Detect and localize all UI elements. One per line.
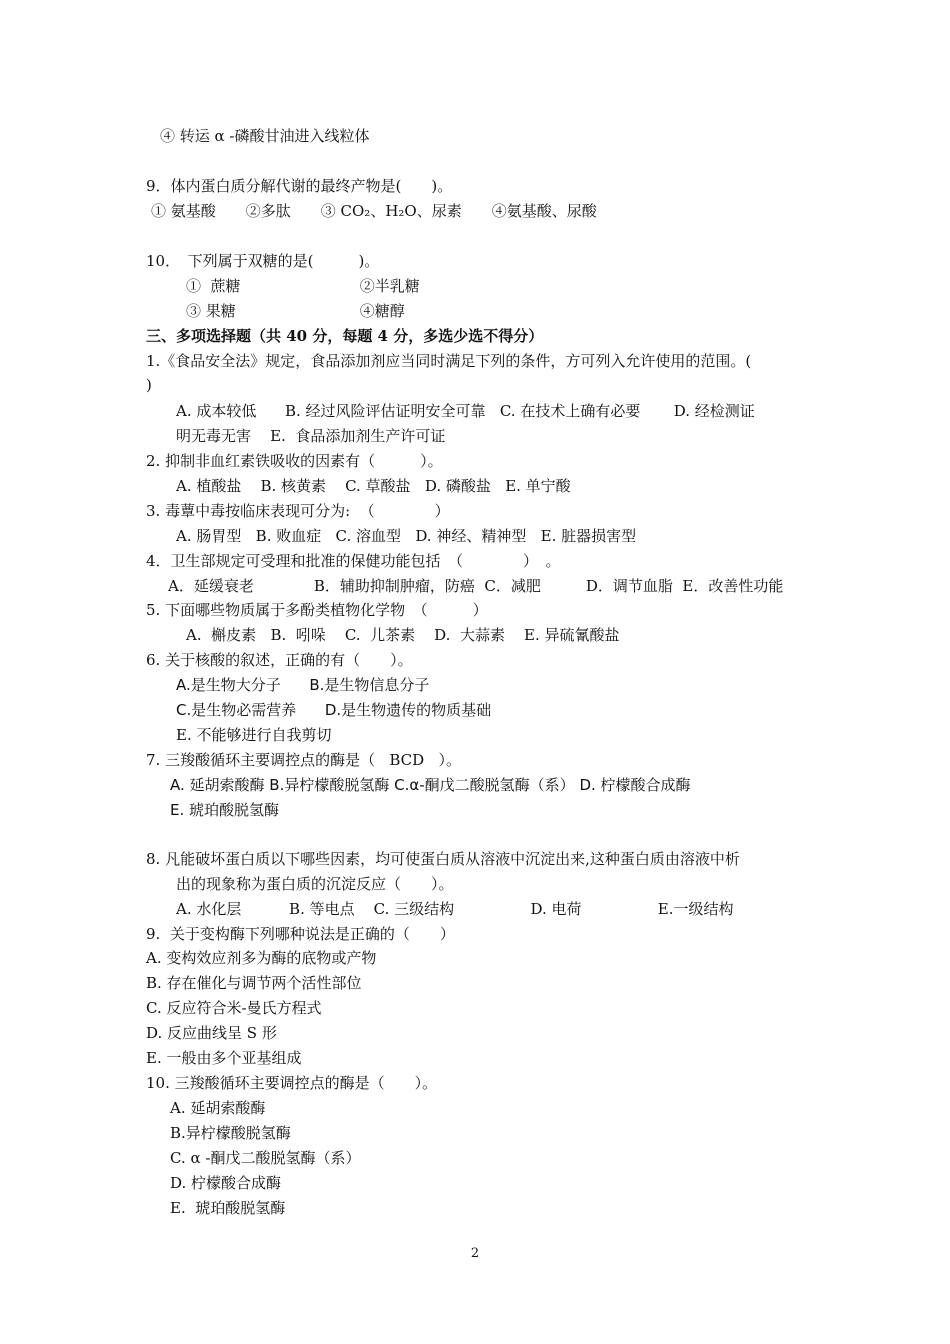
mc5-question: 5. 下面哪些物质属于多酚类植物化学物 （ ） <box>146 601 488 619</box>
mc9-option-c: C. 反应符合米-曼氏方程式 <box>146 999 322 1017</box>
mc7-options-row-2: E. 琥珀酸脱氢酶 <box>170 801 280 819</box>
q10-single-choice-question: 10． 下列属于双糖的是( )。 <box>146 252 380 270</box>
mc9-option-b: B. 存在催化与调节两个活性部位 <box>146 974 362 992</box>
mc10-option-e: E. 琥珀酸脱氢酶 <box>170 1199 286 1217</box>
mc9-option-e: E. 一般由多个亚基组成 <box>146 1049 302 1067</box>
mc7-question: 7. 三羧酸循环主要调控点的酶是（ BCD ）。 <box>146 751 461 769</box>
mc10-option-b: B.异柠檬酸脱氢酶 <box>170 1124 291 1142</box>
mc10-question: 10. 三羧酸循环主要调控点的酶是（ ）。 <box>146 1074 438 1092</box>
mc3-options: A. 肠胃型 B. 败血症 C. 溶血型 D. 神经、精神型 E. 脏器损害型 <box>176 527 637 545</box>
q9-single-choice-question: 9．体内蛋白质分解代谢的最终产物是( )。 <box>146 177 453 195</box>
mc6-options-row-1: A.是生物大分子 B.是生物信息分子 <box>176 676 430 694</box>
section-heading-multiple-choice: 三、多项选择题（共 40 分，每题 4 分，多选少选不得分） <box>146 327 544 345</box>
q8-option-4: ④ 转运 α -磷酸甘油进入线粒体 <box>160 127 370 145</box>
mc6-options-row-3: E. 不能够进行自我剪切 <box>176 726 332 744</box>
mc8-options: A. 水化层 B. 等电点 C. 三级结构 D. 电荷 E.一级结构 <box>176 900 734 918</box>
mc9-option-d: D. 反应曲线呈 S 形 <box>146 1024 277 1042</box>
mc9-option-a: A. 变构效应剂多为酶的底物或产物 <box>146 949 377 967</box>
mc7-options-row-1: A. 延胡索酸酶 B.异柠檬酸脱氢酶 C.α-酮戊二酸脱氢酶（系） D. 柠檬酸合成酶 <box>170 776 691 794</box>
q10-options-row-1: ① 蔗糖 ②半乳糖 <box>186 277 420 295</box>
mc4-question: 4．卫生部规定可受理和批准的保健功能包括 （ ） 。 <box>146 552 561 570</box>
mc1-question-continued: ) <box>146 376 152 394</box>
mc9-question: 9. 关于变构酶下列哪种说法是正确的（ ） <box>146 925 455 943</box>
mc10-option-d: D. 柠檬酸合成酶 <box>170 1174 282 1192</box>
mc10-option-a: A. 延胡索酸酶 <box>170 1099 266 1117</box>
mc5-options: A. 槲皮素 B. 吲哚 C. 儿茶素 D. 大蒜素 E. 异硫氰酸盐 <box>186 626 620 644</box>
mc3-question: 3. 毒蕈中毒按临床表现可分为: （ ） <box>146 502 450 520</box>
q10-options-row-2: ③ 果糖 ④糖醇 <box>186 302 405 320</box>
mc10-option-c: C. α -酮戊二酸脱氢酶（系） <box>170 1149 361 1167</box>
mc1-question: 1.《食品安全法》规定，食品添加剂应当同时满足下列的条件，方可列入允许使用的范围。( <box>146 352 752 370</box>
mc1-options-row-2: 明无毒无害 E. 食品添加剂生产许可证 <box>176 427 446 445</box>
mc8-question: 8. 凡能破坏蛋白质以下哪些因素，均可使蛋白质从溶液中沉淀出来,这种蛋白质由溶液中析 <box>146 850 740 868</box>
mc2-options: A. 植酸盐 B. 核黄素 C. 草酸盐 D. 磷酸盐 E. 单宁酸 <box>176 477 571 495</box>
mc1-options-row-1: A. 成本较低 B. 经过风险评估证明安全可靠 C. 在技术上确有必要 D. 经检测证 <box>176 402 755 420</box>
mc4-options: A．延缓衰老 B．辅助抑制肿瘤，防癌 C．减肥 D．调节血脂 E．改善性功能 <box>168 577 784 595</box>
mc6-question: 6. 关于核酸的叙述，正确的有（ ）。 <box>146 651 413 669</box>
page-number: 2 <box>470 1246 480 1261</box>
mc8-question-continued: 出的现象称为蛋白质的沉淀反应（ ）。 <box>176 875 454 893</box>
mc2-question: 2. 抑制非血红素铁吸收的因素有（ ）。 <box>146 452 443 470</box>
mc6-options-row-2: C.是生物必需营养 D.是生物遗传的物质基础 <box>176 701 492 719</box>
q9-single-choice-options: ① 氨基酸 ②多肽 ③ CO₂、H₂O、尿素 ④氨基酸、尿酸 <box>151 202 597 220</box>
